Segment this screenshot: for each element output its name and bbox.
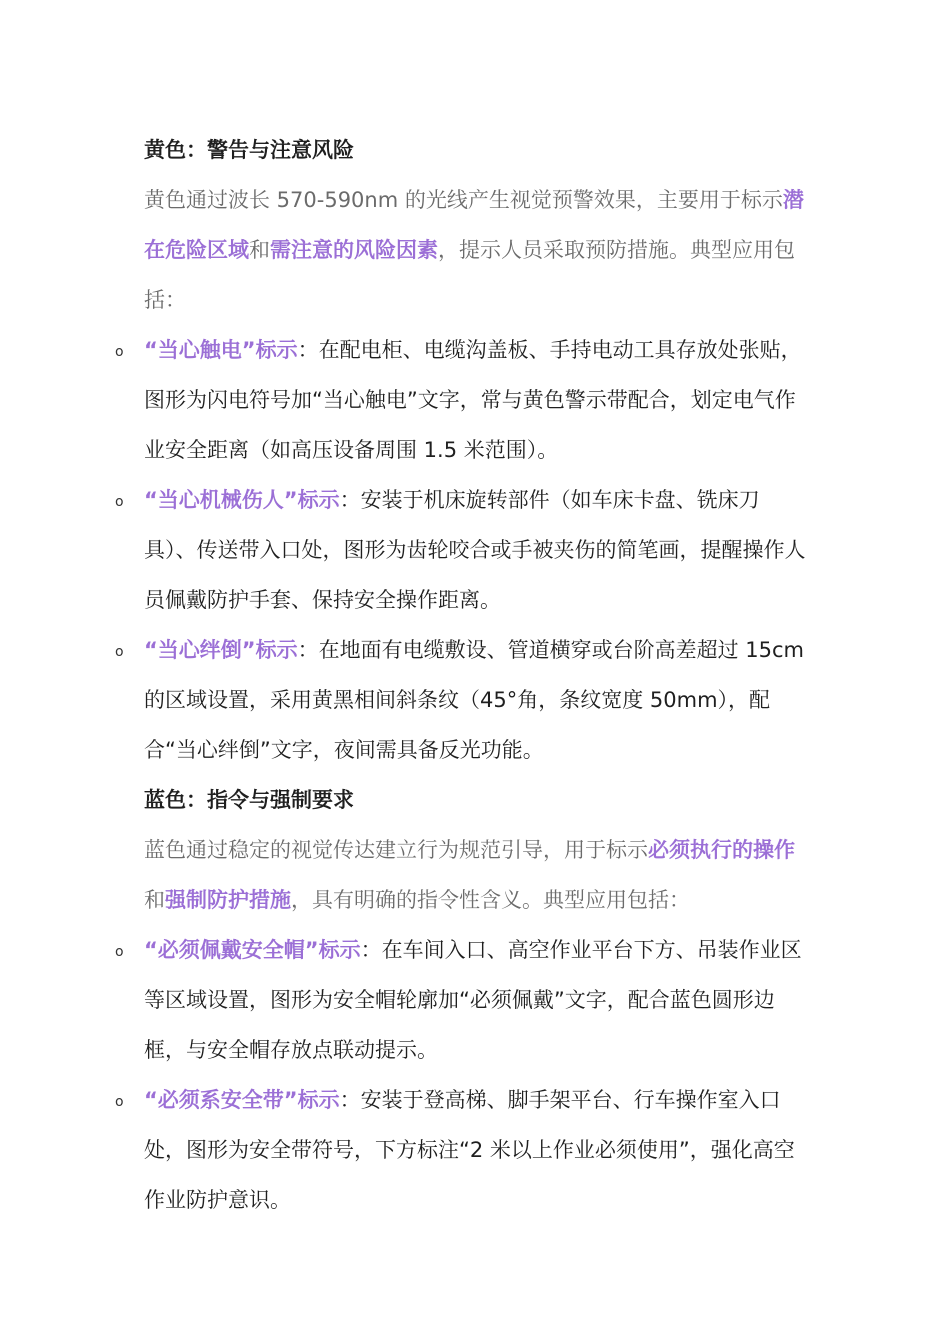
list-item bbox=[115, 925, 812, 1075]
bullet-circle-icon: o bbox=[115, 1094, 124, 1110]
intro-highlight: 强制防护措施 bbox=[165, 888, 291, 912]
intro-text: 蓝色通过稳定的视觉传达建立行为规范引导，用于标示 bbox=[144, 838, 648, 862]
document-content bbox=[115, 125, 812, 1225]
bullet-circle-icon: o bbox=[115, 344, 124, 360]
bullet-circle-icon: o bbox=[115, 494, 124, 510]
list-item bbox=[115, 325, 812, 475]
item-title: “当心绊倒”标示 bbox=[144, 638, 298, 662]
intro-text: 和 bbox=[144, 888, 165, 912]
item-text: ：安装于登高梯、脚手架平台、行车操作室入口处，图形为安全带符号，下方标注“2 米以上作业必须使用”，强化高空作业防护意识。 bbox=[144, 1088, 795, 1212]
item-title: “必须佩戴安全帽”标示 bbox=[144, 938, 361, 962]
intro-text: 和 bbox=[249, 238, 270, 262]
intro-text: ，具有明确的指令性含义。典型应用包括： bbox=[291, 888, 690, 912]
item-text: ：在配电柜、电缆沟盖板、手持电动工具存放处张贴，图形为闪电符号加“当心触电”文字，常与黄色警示带配合，划定电气作业安全距离（如高压设备周围 1.5 米范围）。 bbox=[144, 338, 802, 462]
item-text: ：在地面有电缆敷设、管道横穿或台阶高差超过 15cm 的区域设置，采用黄黑相间斜条纹（45°角，条纹宽度 50mm），配合“当心绊倒”文字，夜间需具备反光功能。 bbox=[144, 638, 805, 762]
section-heading-yellow: 黄色：警告与注意风险 bbox=[144, 138, 354, 162]
intro-highlight: 潜在危险区域 bbox=[144, 188, 804, 262]
list-item bbox=[115, 625, 812, 775]
bullet-circle-icon: o bbox=[115, 944, 124, 960]
intro-highlight: 需注意的风险因素 bbox=[270, 238, 438, 262]
item-title: “当心机械伤人”标示 bbox=[144, 488, 340, 512]
item-text: ：安装于机床旋转部件（如车床卡盘、铣床刀具）、传送带入口处，图形为齿轮咬合或手被夹伤的简笔画，提醒操作人员佩戴防护手套、保持安全操作距离。 bbox=[144, 488, 806, 612]
item-text: ：在车间入口、高空作业平台下方、吊装作业区等区域设置，图形为安全帽轮廓加“必须佩戴”文字，配合蓝色圆形边框，与安全帽存放点联动提示。 bbox=[144, 938, 802, 1062]
bullet-circle-icon: o bbox=[115, 644, 124, 660]
list-item bbox=[115, 1075, 812, 1225]
intro-text: 黄色通过波长 570-590nm 的光线产生视觉预警效果，主要用于标示 bbox=[144, 188, 783, 212]
item-title: “当心触电”标示 bbox=[144, 338, 298, 362]
item-title: “必须系安全带”标示 bbox=[144, 1088, 340, 1112]
intro-text: ，提示人员采取预防措施。典型应用包括： bbox=[144, 238, 795, 312]
section-intro-yellow bbox=[144, 175, 812, 325]
list-item bbox=[115, 475, 812, 625]
intro-highlight: 必须执行的操作 bbox=[648, 838, 795, 862]
section-heading-blue: 蓝色：指令与强制要求 bbox=[144, 788, 354, 812]
section-intro-blue bbox=[144, 825, 812, 925]
